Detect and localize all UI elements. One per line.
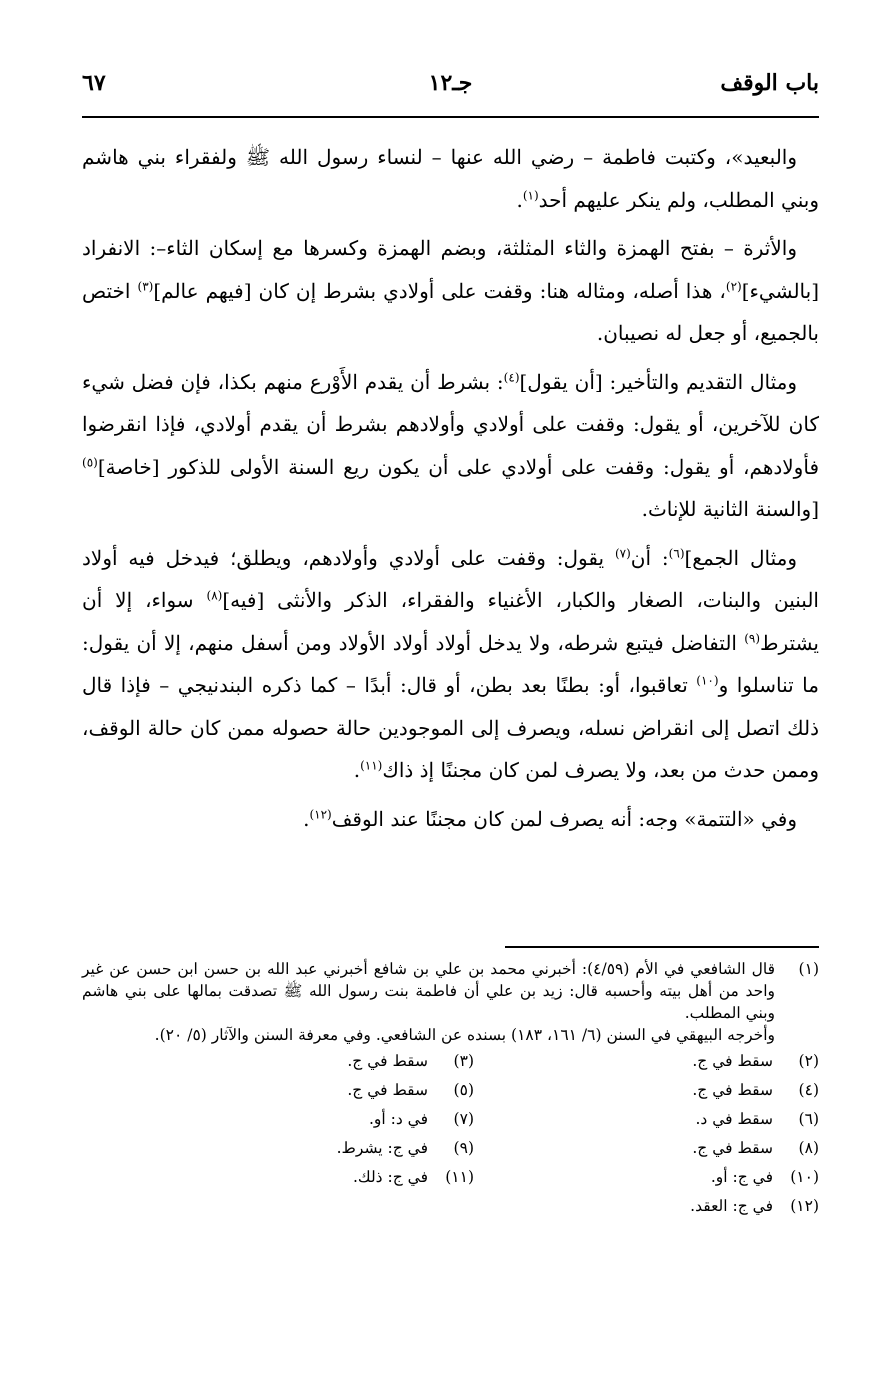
- footnote-number: (٨): [798, 1139, 819, 1157]
- footnote-text: في ج: أو.: [710, 1168, 773, 1186]
- footnote-text: [82, 958, 775, 1046]
- footnote-rule: [505, 946, 819, 948]
- footnote-item: [174, 1050, 474, 1079]
- footnote-text: سقط في ج.: [692, 1139, 773, 1157]
- text-run: : أن: [630, 545, 669, 570]
- footnote-text: سقط في د.: [695, 1110, 773, 1128]
- footnote-item: [174, 1079, 474, 1108]
- footnote-text: في ج: ذلك.: [352, 1168, 428, 1186]
- footnote-ref: (٣): [137, 278, 154, 293]
- text-run: ومثال التقديم والتأخير: [أن يقول]: [519, 369, 797, 394]
- paragraph: [82, 798, 819, 841]
- paragraph: [82, 227, 819, 355]
- footnote-number: (٩): [453, 1139, 474, 1157]
- footnote-ref: (١): [522, 187, 539, 202]
- footnote-text: سقط في ج.: [692, 1081, 773, 1099]
- footnote-number: (٥): [453, 1081, 474, 1099]
- footnote-ref: (١٢): [309, 806, 332, 821]
- footnote-number: (١٠): [790, 1168, 819, 1186]
- header-rule: [82, 116, 819, 118]
- paragraph: [82, 361, 819, 531]
- footnote-grid: [82, 1050, 819, 1224]
- text-run: [والسنة الثانية للإناث.: [641, 497, 819, 521]
- footnote-number: (٣): [453, 1052, 474, 1070]
- text-run: التفاضل فيتبع شرطه، ولا يدخل أولاد أولاد الأولاد ومن أسفل منهم، إلا أن يقول: ما تناسلوا و: [82, 630, 819, 697]
- footnote-number: (٢): [798, 1052, 819, 1070]
- footnote-item: [174, 1108, 474, 1137]
- footnote-item: [474, 1137, 819, 1166]
- footnote-text: في ج: يشرط.: [336, 1139, 428, 1157]
- paragraph: [82, 136, 819, 221]
- footnote-item: [474, 1050, 819, 1079]
- text-run: ومثال الجمع]: [684, 545, 797, 570]
- text-run: والأثرة – بفتح الهمزة والثاء المثلثة، وبضم الهمزة وكسرها مع إسكان الثاء–: الانفراد [بالشيء]: [82, 236, 819, 303]
- footnote-number: (٦): [798, 1110, 819, 1128]
- text-run: اختص بالجميع، أو جعل له نصيبان.: [82, 278, 819, 345]
- footnote-text: في د: أو.: [368, 1110, 428, 1128]
- paragraph: [82, 537, 819, 792]
- footnotes: [82, 958, 819, 1224]
- main-text: [82, 136, 819, 846]
- text-run: ، هذا أصله، ومثاله هنا: وقفت على أولادي بشرط إن كان [فيهم عالم]: [153, 278, 726, 303]
- text-run: وفي «التتمة» وجه: أنه يصرف لمن كان مجننًا عند الوقف: [331, 806, 797, 831]
- footnote-number: (١٢): [790, 1197, 819, 1215]
- footnote-line: قال الشافعي في الأم (٤/٥٩): أخبرني محمد بن علي بن شافع أخبرني عبد الله بن حسن ابن حسن عن غير واحد من أهل بيته وأحسبه قال: زيد بن علي أن فاطمة بنت رسول الله ﷺ تصدقت بمالها على بني هاشم وبني المطلب.: [82, 960, 775, 1022]
- footnote-ref: (٩): [744, 630, 761, 645]
- footnote-text: سقط في ج.: [692, 1052, 773, 1070]
- text-run: سواء، إلا أن يشترط: [82, 588, 819, 655]
- footnote-item: [474, 1195, 819, 1224]
- footnote-ref: (٤): [503, 369, 520, 384]
- footnote-ref: (٦): [668, 545, 685, 560]
- chapter-title: باب الوقف: [720, 70, 819, 96]
- footnote-item: [174, 1166, 474, 1195]
- footnote-number: (٧): [453, 1110, 474, 1128]
- footnote-number: (١١): [445, 1168, 474, 1186]
- footnote-ref: (١٠): [696, 673, 719, 688]
- text-run: : بشرط أن يقدم الأَوْرع منهم بكذا، فإن فضل شيء كان للآخرين، أو يقول: وقفت على أولادي وأولادهم بشرط أن يقدم أولادي، فإذا انقرضوا فأولادهم، أو يقول: وقفت على أولادي على أن يكون ريع السنة الأولى للذكور [خاصة]: [82, 369, 819, 479]
- footnote-item: [474, 1079, 819, 1108]
- text-run: يقول: وقفت على أولادي وأولادهم، ويطلق؛ فيدخل فيه أولاد البنين والبنات، الصغار والكبار، الأغنياء والفقراء، الذكر والأنثى [فيه]: [82, 545, 819, 612]
- footnote-ref: (٥): [82, 454, 98, 469]
- footnote-text: سقط في ج.: [347, 1052, 428, 1070]
- footnote-item: [174, 1137, 474, 1166]
- footnote-1: [82, 958, 819, 1046]
- footnote-text: سقط في ج.: [347, 1081, 428, 1099]
- footnote-ref: (٨): [206, 588, 223, 603]
- text-run: .: [516, 187, 523, 212]
- footnote-item: [474, 1108, 819, 1137]
- footnote-ref: (٧): [614, 545, 631, 560]
- footnote-number: (٤): [798, 1081, 819, 1099]
- footnote-number: (١): [798, 960, 819, 978]
- page-header: [82, 70, 819, 114]
- text-run: .: [303, 806, 310, 831]
- text-run: .: [353, 758, 361, 782]
- text-run: تعاقبوا، أو: بطنًا بعد بطن، أو قال: أبدًا – كما ذكره البندنيجي – فإذا قال ذلك اتصل إلى انقراض نسله، ويصرف إلى الموجودين حالة حصوله ممن كان حالة الوقف، وممن حدث من بعد، ولا يصرف لمن كان مجننًا إذ ذاك: [82, 673, 819, 782]
- footnote-text: في ج: العقد.: [690, 1197, 773, 1215]
- footnote-ref: (١١): [360, 758, 383, 773]
- footnote-item: [474, 1166, 819, 1195]
- footnote-ref: (٢): [725, 278, 742, 293]
- footnote-line: وأخرجه البيهقي في السنن (٦/ ١٦١، ١٨٣) بسنده عن الشافعي. وفي معرفة السنن والآثار (٥/ ٢٠).: [154, 1026, 775, 1044]
- page-number: ٦٧: [82, 70, 106, 96]
- text-run: والبعيد»، وكتبت فاطمة – رضي الله عنها – لنساء رسول الله ﷺ ولفقراء بني هاشم وبني المطلب، ولم ينكر عليهم أحد: [82, 145, 819, 212]
- volume-label: جـ١٢: [428, 70, 473, 96]
